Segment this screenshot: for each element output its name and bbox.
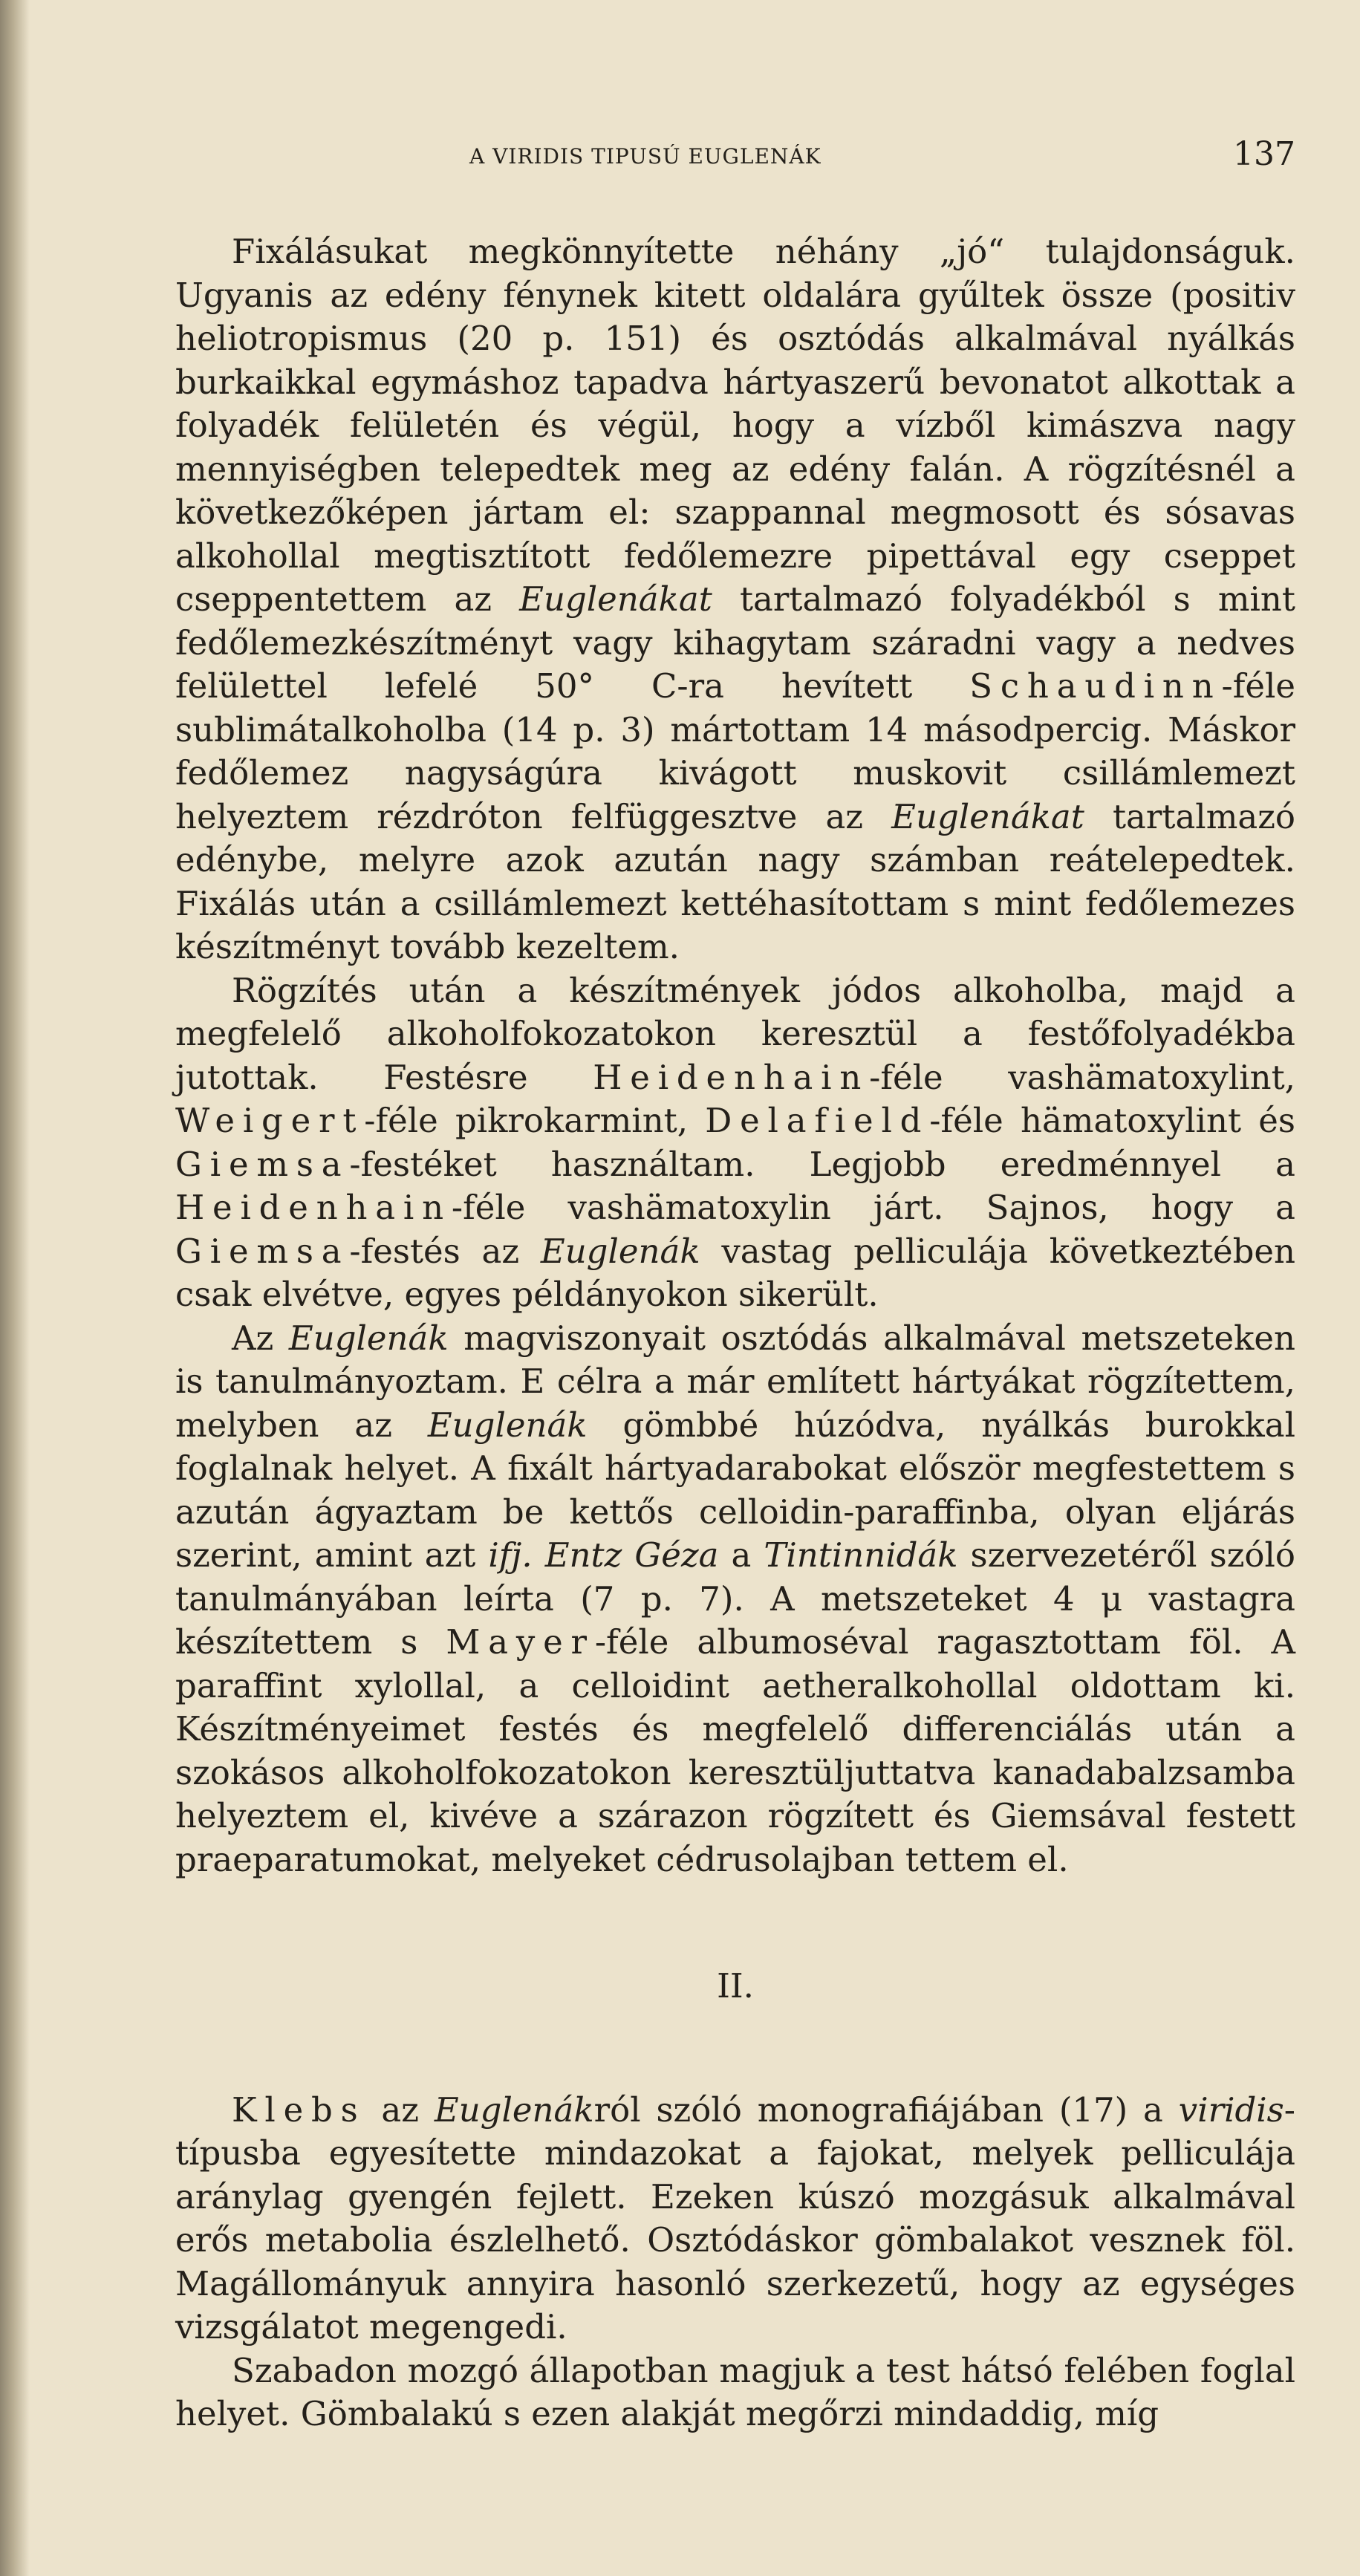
text-run: ról szóló monografiájában (17) a [593, 2089, 1179, 2130]
spaced-name-run: Weigert [175, 1101, 365, 1140]
spaced-name-run: Heidenhain [593, 1057, 870, 1097]
italic-run: Euglenák [427, 1405, 588, 1445]
paragraph-staining [175, 969, 1295, 1317]
spaced-name-run: Heidenhain [175, 1188, 452, 1227]
text-run: -féle vashämatoxylin járt. Sajnos, hogy a [451, 1188, 1295, 1227]
text-run: tartalmazó edénybe, melyre azok azután nagy számban reátelepedtek. Fixálás után a csillámlemezt kettéhasítottam s mint fedőlemezes készítményt tovább kezeltem. [175, 796, 1295, 966]
text-run: -féle albumoséval ragasztottam föl. A paraffint xylollal, a celloidint aetheralkohollal oldottam ki. Készítményeimet festés és megfelelő differenciálás után a szokásos alkoholfokozatokon keresztüljuttatva kanadabalzsamba helyeztem el, kivéve a szárazon rögzített és Giemsával festett praeparatumokat, melyeket cédrusolajban tettem el. [175, 1622, 1295, 1879]
text-run: vastag pelliculája következtében csak elvétve, egyes példányokon sikerült. [175, 1231, 1295, 1314]
text-run: -festés az [349, 1231, 541, 1271]
spaced-name-run: Schaudinn [969, 666, 1222, 706]
text-run: Az [232, 1318, 289, 1358]
text-run: magviszonyait osztódás alkalmával metszeteken is tanulmányoztam. E célra a már említett hártyákat rögzítettem, melyben az [175, 1318, 1295, 1445]
spaced-name-run: Mayer [446, 1622, 595, 1662]
italic-run: ifj. Entz Géza [488, 1535, 719, 1575]
text-run: Fixálásukat megkönnyítette néhány „jó“ tulajdonságuk. Ugyanis az edény fénynek kitett oldalára gyűltek össze (positiv heliotropismus (20 p. 151) és osztódás alkalmával nyálkás burkaikkal egymáshoz tapadva hártyaszerű bevonatot alkottak a folyadék felületén és végül, hogy a vízből kimászva nagy mennyiségben telepedtek meg az edény falán. A rögzítésnél a következőképen jártam el: szappannal megmosott és sósavas alkohollal megtisztított fedőlemezre pipettával egy cseppet cseppentettem az [175, 232, 1295, 619]
italic-run: viridis [1178, 2089, 1284, 2130]
text-run: -féle hämatoxylint és [929, 1101, 1296, 1140]
page-header [175, 135, 1295, 178]
section-heading: II. [717, 1966, 754, 2006]
italic-run: Euglenák [434, 2089, 594, 2130]
spaced-name-run: Klebs [232, 2089, 366, 2130]
body-text [175, 230, 1295, 2436]
spaced-name-run: Delafield [705, 1101, 930, 1140]
spaced-name-run: Giemsa [175, 1144, 350, 1184]
running-title: A VIRIDIS TIPUSÚ EUGLENÁK [469, 144, 821, 169]
italic-run: Euglenákat [519, 579, 712, 619]
text-run: -típusba egyesítette mindazokat a fajokat, melyek pelliculája aránylag gyengén fejlett. Ezeken kúszó mozgásuk alkalmával erős metabolia észlelhető. Osztódáskor gömbalakot vesznek föl. Magállományuk annyira hasonló szerkezetű, hogy az egységes vizsgálatot megengedi. [175, 2089, 1295, 2346]
text-run: szervezetéről szóló tanulmányában leírta (7 p. 7). A metszeteket 4 μ vastagra készítettem s [175, 1535, 1295, 1662]
text-run: -féle vashämatoxylint, [869, 1057, 1295, 1097]
text-run: az [365, 2089, 435, 2130]
paragraph-fixation [175, 230, 1295, 969]
text-run: Szabadon mozgó állapotban magjuk a test hátsó felében foglal helyet. Gömbalakú s ezen alakját megőrzi mindaddig, míg [175, 2350, 1295, 2433]
text-run: -féle sublimátalkoholba (14 p. 3) mártottam 14 másodpercig. Máskor fedőlemez nagyságúra kivágott muskovit csillámlemezt helyeztem rézdróton felfüggesztve az [175, 666, 1295, 836]
text-run: -féle pikrokarmint, [364, 1101, 706, 1140]
italic-run: Tintinnidák [764, 1535, 958, 1575]
paragraph-klebs [175, 2089, 1295, 2349]
paragraph-sections [175, 1317, 1295, 1882]
text-run: gömbbé húzódva, nyálkás burokkal foglalnak helyet. A fixált hártyadarabokat először megfestettem s azután ágyaztam be kettős celloidin-paraffinba, olyan eljárás szerint, amint azt [175, 1405, 1295, 1575]
text-run: tartalmazó folyadékból s mint fedőlemezkészítményt vagy kihagytam száradni vagy a nedves felülettel lefelé 50° C-ra hevített [175, 579, 1295, 706]
text-run: Rögzítés után a készítmények jódos alkoholba, majd a megfelelő alkoholfokozatokon keresztül a festőfolyadékba jutottak. Festésre [175, 970, 1295, 1097]
spaced-name-run: Giemsa [175, 1231, 350, 1271]
text-run: -festéket használtam. Legjobb eredménnyel a [349, 1144, 1295, 1184]
text-run: a [718, 1535, 764, 1575]
page-number: 137 [1233, 135, 1295, 173]
italic-run: Euglenákat [891, 796, 1084, 836]
paragraph-nucleus [175, 2349, 1295, 2436]
italic-run: Euglenák [540, 1231, 700, 1271]
italic-run: Euglenák [288, 1318, 449, 1358]
